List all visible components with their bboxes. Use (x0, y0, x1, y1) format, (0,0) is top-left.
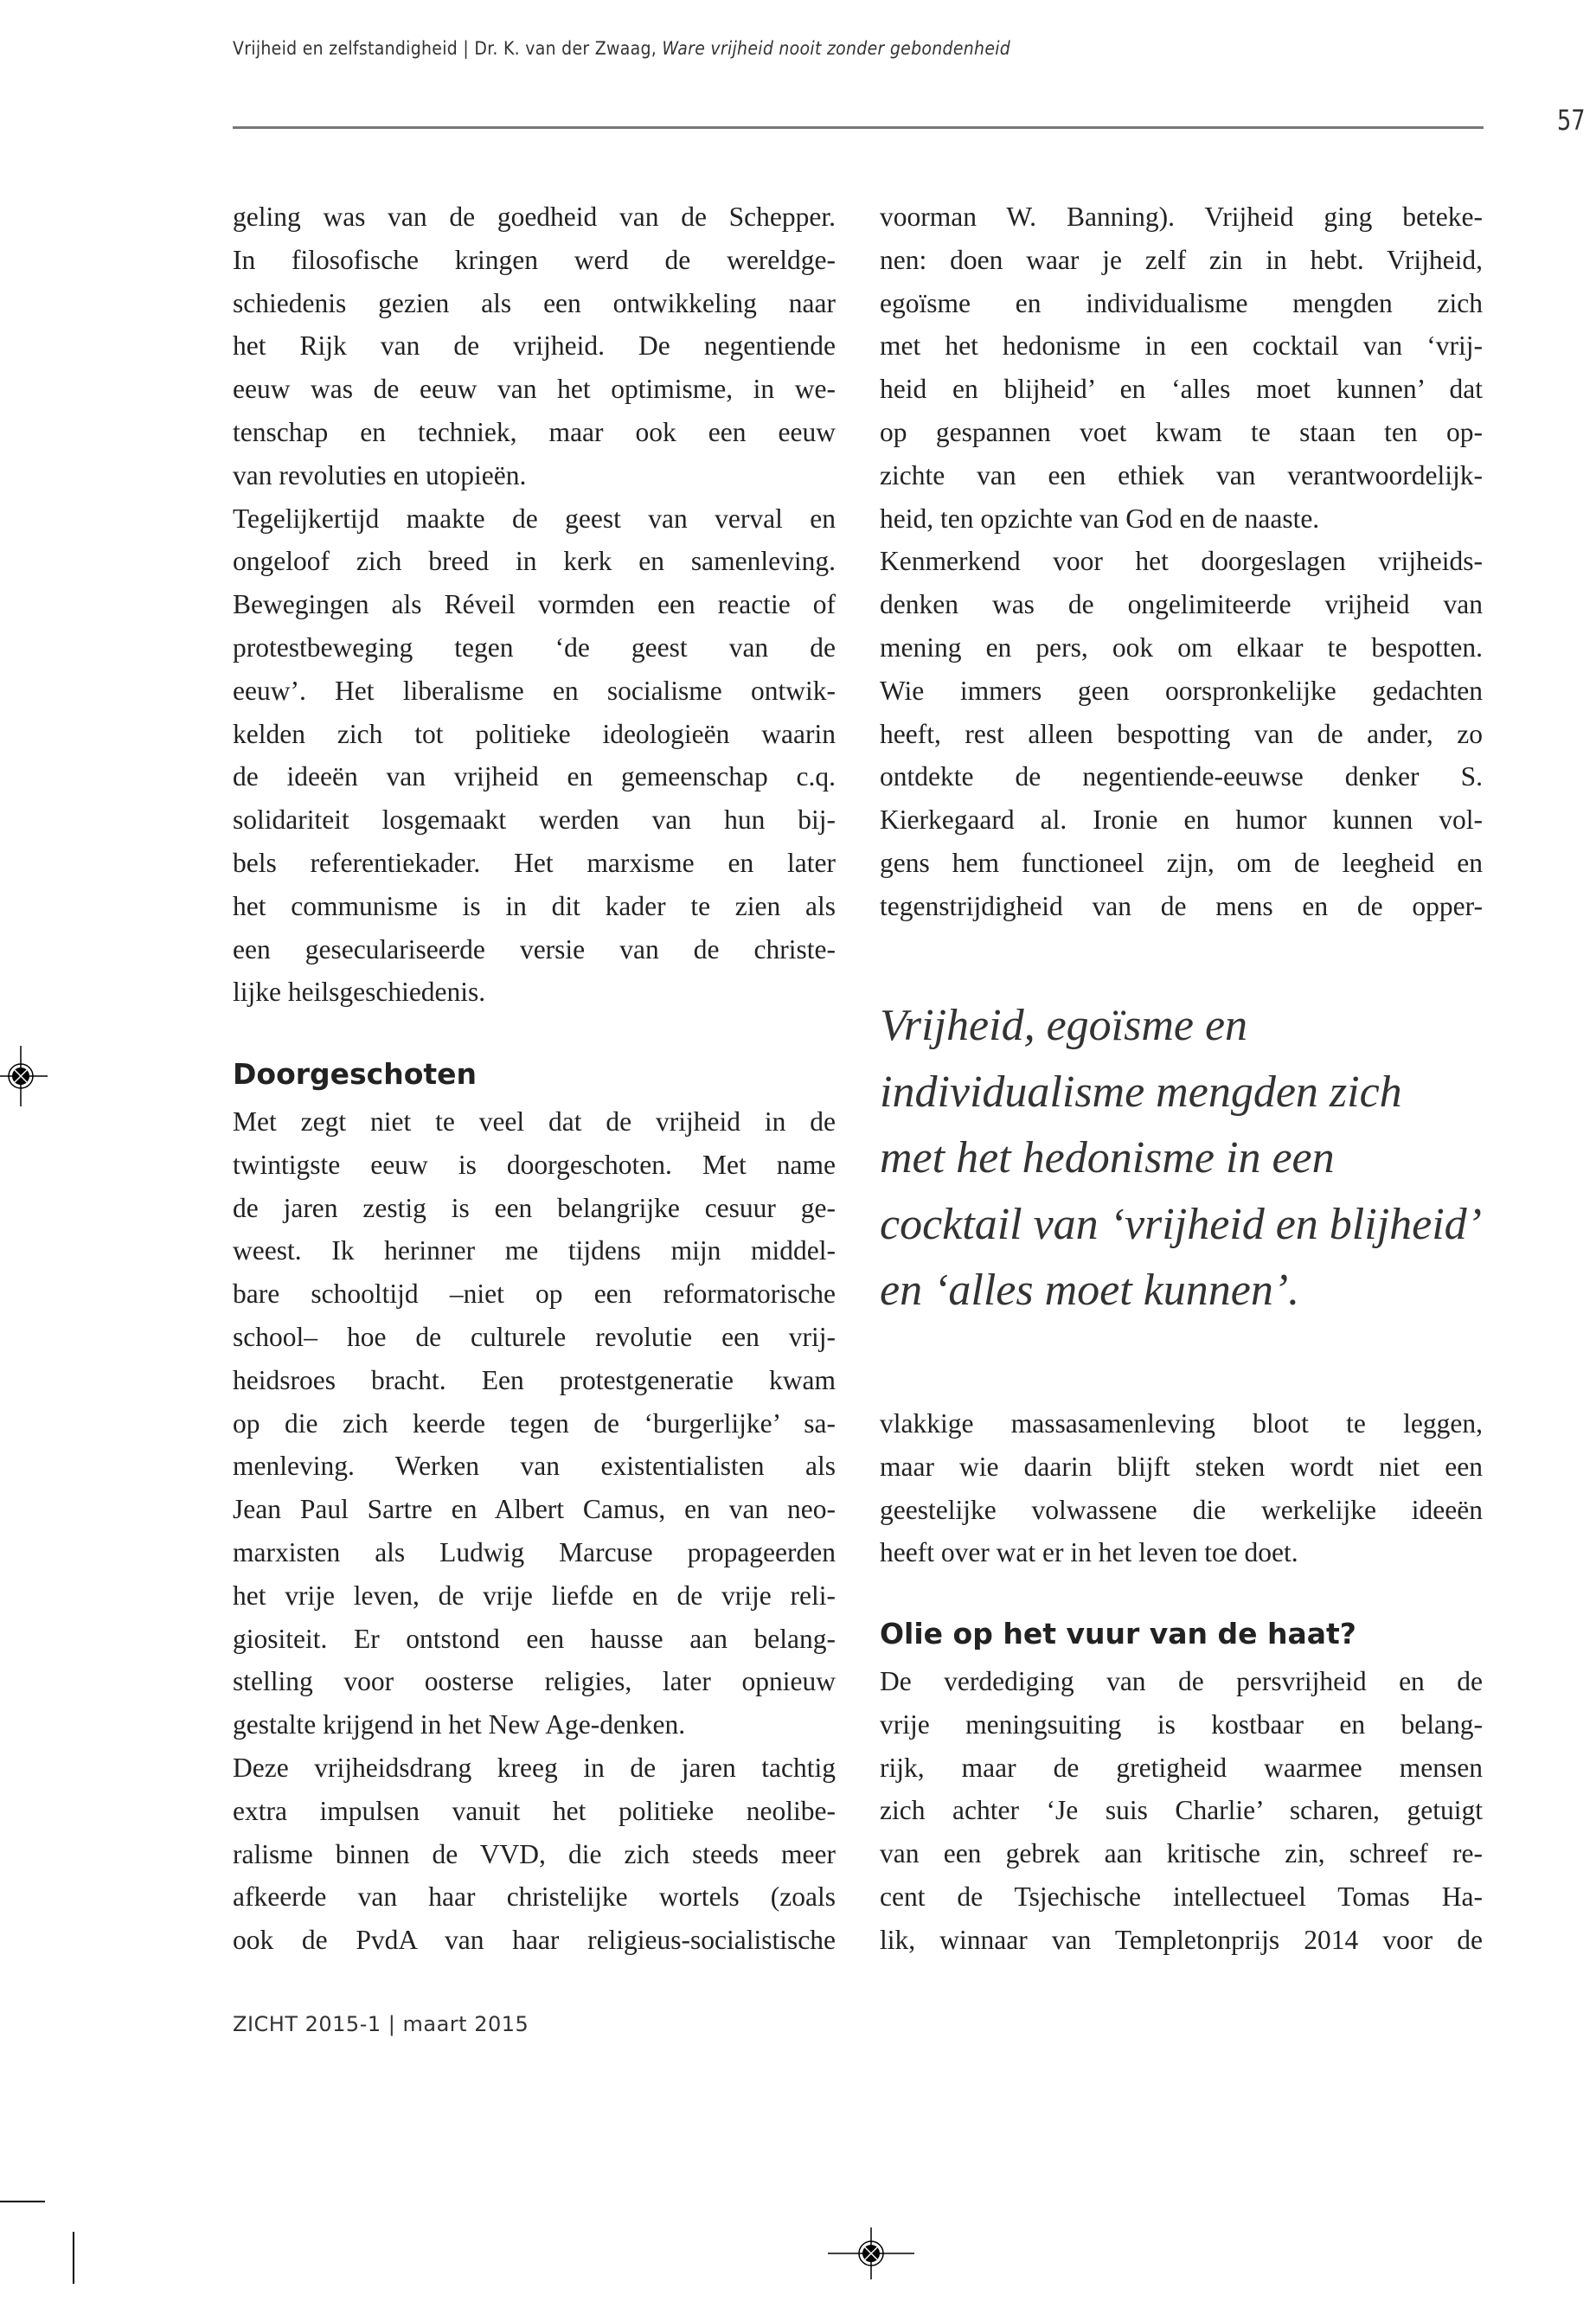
text-line: vrije meningsuiting is kostbaar en belang- (880, 1708, 1483, 1740)
text-line: gestalte krijgend in het New Age-denken. (233, 1709, 686, 1740)
crop-mark (0, 2201, 45, 2202)
text-line: Jean Paul Sartre en Albert Camus, en van neo- (233, 1494, 836, 1525)
running-header (233, 38, 1010, 59)
header-rule (233, 126, 1484, 129)
text-line: gens hem functioneel zijn, om de leegheid en (880, 847, 1483, 878)
header-author: Dr. K. van der Zwaag, (474, 38, 657, 59)
text-line: De verdediging van de persvrijheid en de (880, 1666, 1483, 1696)
text-line: heidsroes bracht. Een protestgeneratie kwam (233, 1364, 836, 1395)
text-line: solidariteit losgemaakt werden van hun bij- (233, 804, 836, 836)
text-line: op die zich keerde tegen de ‘burgerlijke’ sa- (233, 1407, 836, 1439)
text-line: school– hoe de culturele revolutie een vrij- (233, 1321, 836, 1352)
header-article-title: Ware vrijheid nooit zonder gebondenheid (662, 38, 1011, 59)
text-line: heeft, rest alleen bespotting van de ander, zo (880, 718, 1483, 749)
text-line: afkeerde van haar christelijke wortels (zoals (233, 1881, 836, 1913)
text-line: mening en pers, ook om elkaar te bespotten. (880, 631, 1483, 663)
page-number: 57 (1557, 104, 1586, 137)
text-line: bels referentiekader. Het marxisme en later (233, 847, 836, 878)
text-line: Deze vrijheidsdrang kreeg in de jaren tachtig (233, 1752, 836, 1783)
text-line: bare schooltijd –niet op een reformatorische (233, 1279, 836, 1310)
text-line: ook de PvdA van haar religieus-socialistische (233, 1925, 836, 1956)
text-line: de ideeën van vrijheid en gemeenschap c.q. (233, 761, 836, 792)
text-line: zich achter ‘Je suis Charlie’ scharen, getuigt (880, 1795, 1483, 1826)
pull-quote-line: cocktail van ‘vrijheid en blijheid’ (880, 1199, 1482, 1249)
footer-separator: | (388, 2012, 396, 2036)
registration-mark-icon (828, 2223, 914, 2284)
section-heading-doorgeschoten: Doorgeschoten (233, 1057, 478, 1091)
text-line: geestelijke volwassene die werkelijke ideeën (880, 1494, 1483, 1525)
text-line: menleving. Werken van existentialisten als (233, 1451, 836, 1482)
text-line: kelden zich tot politieke ideologieën waarin (233, 718, 836, 749)
footer-date: maart 2015 (402, 2012, 529, 2036)
text-line: lijke heilsgeschiedenis. (233, 977, 486, 1008)
text-line: met het hedonisme in een cocktail van ‘vrij- (880, 330, 1483, 362)
text-line: maar wie daarin blijft steken wordt niet een (880, 1451, 1483, 1482)
text-line: egoïsme en individualisme mengden zich (880, 287, 1483, 318)
text-line: lik, winnaar van Templetonprijs 2014 voor de (880, 1924, 1483, 1955)
text-line: het Rijk van de vrijheid. De negentiende (233, 330, 836, 362)
pull-quote-line: Vrijheid, egoïsme en (880, 1001, 1248, 1050)
right-column-block-1 (880, 195, 1483, 928)
left-column-block-1 (233, 195, 836, 1014)
text-line: schiedenis gezien als een ontwikkeling naar (233, 287, 836, 318)
text-line: voorman W. Banning). Vrijheid ging beteke- (880, 202, 1483, 232)
text-line: een geseculariseerde versie van de christe- (233, 933, 836, 965)
text-line: ralisme binnen de VVD, die zich steeds meer (233, 1838, 836, 1869)
text-line: Kenmerkend voor het doorgeslagen vrijheids- (880, 546, 1483, 577)
text-line: het vrije leven, de vrije liefde en de vrije reli- (233, 1580, 836, 1611)
text-line: extra impulsen vanuit het politieke neolibe- (233, 1795, 836, 1826)
text-line: cent de Tsjechische intellectueel Tomas Ha- (880, 1881, 1483, 1912)
pull-quote-line: met het hedonisme in een (880, 1133, 1335, 1183)
text-line: Kierkegaard al. Ironie en humor kunnen vol- (880, 804, 1483, 836)
text-line: ontdekte de negentiende-eeuwse denker S. (880, 761, 1483, 792)
section-heading-olie-op-het-vuur: Olie op het vuur van de haat? (880, 1617, 1356, 1650)
text-line: heid, ten opzichte van God en de naaste. (880, 503, 1320, 534)
text-line: Wie immers geen oorspronkelijke gedachten (880, 675, 1483, 706)
text-line: tegenstrijdigheid van de mens en de opper- (880, 890, 1483, 921)
text-line: van revoluties en utopieën. (233, 459, 527, 490)
text-line: van een gebrek aan kritische zin, schreef re- (880, 1838, 1483, 1869)
footer-journal: ZICHT 2015-1 (233, 2012, 381, 2036)
text-line: Tegelijkertijd maakte de geest van verval en (233, 503, 836, 534)
header-section: Vrijheid en zelfstandigheid (233, 38, 458, 59)
registration-mark-icon (0, 1042, 52, 1111)
text-line: In filosofische kringen werd de wereldge- (233, 244, 836, 275)
text-line: denken was de ongelimiteerde vrijheid van (880, 589, 1483, 620)
text-line: protestbeweging tegen ‘de geest van de (233, 631, 836, 663)
text-line: eeuw was de eeuw van het optimisme, in we- (233, 374, 836, 405)
text-line: zichte van een ethiek van verantwoordelijk- (880, 459, 1483, 490)
right-column-block-3 (880, 1660, 1483, 1962)
text-line: weest. Ik herinner me tijdens mijn middel- (233, 1235, 836, 1266)
text-line: giositeit. Er ontstond een hausse aan belang- (233, 1623, 836, 1654)
text-line: heeft over wat er in het leven toe doet. (880, 1537, 1298, 1568)
text-line: geling was van de goedheid van de Schepper. (233, 202, 836, 232)
text-line: op gespannen voet kwam te staan ten op- (880, 416, 1483, 447)
footer (233, 2012, 529, 2036)
header-separator: | (463, 38, 470, 59)
pull-quote-line: individualisme mengden zich (880, 1067, 1402, 1117)
text-line: nen: doen waar je zelf zin in hebt. Vrijheid, (880, 244, 1483, 275)
right-column-block-2 (880, 1402, 1483, 1574)
pull-quote-line: en ‘alles moet kunnen’. (880, 1266, 1300, 1315)
text-line: marxisten als Ludwig Marcuse propageerden (233, 1536, 836, 1567)
text-line: rijk, maar de gretigheid waarmee mensen (880, 1752, 1483, 1783)
text-line: tenschap en techniek, maar ook een eeuw (233, 416, 836, 447)
pull-quote (880, 993, 1482, 1324)
text-line: het communisme is in dit kader te zien als (233, 890, 836, 921)
left-column-block-2 (233, 1100, 836, 1962)
text-line: eeuw’. Het liberalisme en socialisme ontwik- (233, 675, 836, 706)
text-line: heid en blijheid’ en ‘alles moet kunnen’ dat (880, 374, 1483, 405)
text-line: twintigste eeuw is doorgeschoten. Met name (233, 1149, 836, 1180)
text-line: Bewegingen als Réveil vormden een reactie of (233, 589, 836, 620)
text-line: de jaren zestig is een belangrijke cesuur ge- (233, 1192, 836, 1223)
crop-mark (73, 2232, 74, 2284)
text-line: vlakkige massasamenleving bloot te leggen, (880, 1408, 1483, 1439)
text-line: Met zegt niet te veel dat de vrijheid in de (233, 1106, 836, 1137)
text-line: stelling voor oosterse religies, later opnieuw (233, 1666, 836, 1697)
text-line: ongeloof zich breed in kerk en samenleving. (233, 546, 836, 577)
